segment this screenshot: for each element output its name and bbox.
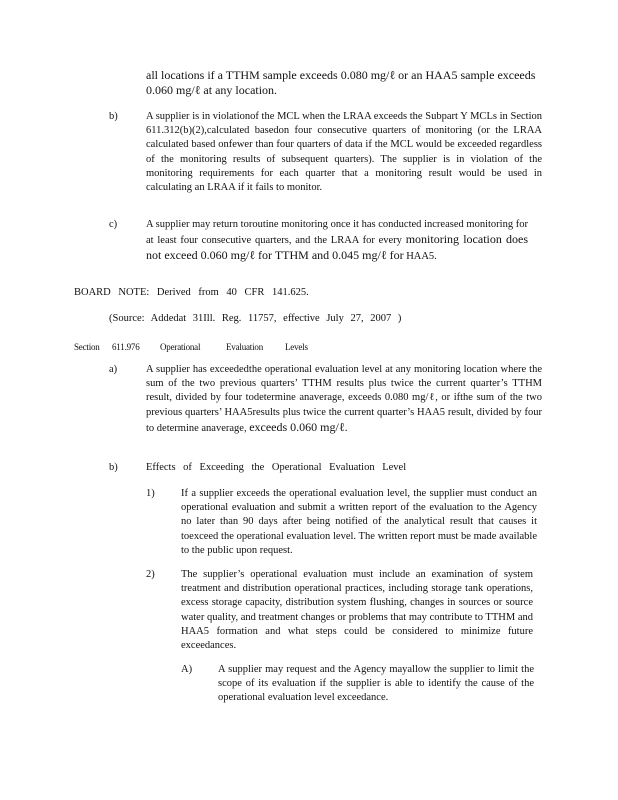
section-word: Section <box>74 342 100 352</box>
section-title-3: Levels <box>285 342 308 352</box>
intro-line-1: all locations if a TTHM sample exceeds 0.080 mg/ℓ or an HAA5 sample exceeds <box>146 68 536 82</box>
section-a-text: A supplier has exceededthe operational evaluation level at any monitoring location where the sum of the two previous quarters’ TTHM results plus twice the current quarter’s TTHM result, divided by four todetermine anaverage, exceeds 0.080 mg/ℓ, or ifthe sum of the two previous quarters’ HAA5results plus twice the current quarter’s HAA5 result, divided by four to determine anaverage, <box>146 364 542 434</box>
source-note: (Source: Addedat 31Ill. Reg. 11757, effective July 27, 2007 ) <box>109 313 402 324</box>
intro-line-2: 0.060 mg/ℓ at any location. <box>146 83 278 97</box>
board-note: BOARD NOTE: Derived from 40 CFR 141.625. <box>74 287 309 298</box>
paragraph-b-text: A supplier is in violationof the MCL when the LRAA exceeds the Subpart Y MCLs in Section 611.312(b)(2),calculated basedon four consecutive quarters of monitoring (or the LRAA calculated based onfewer than four quarters of data if the MCL would be exceeded regardless of the monitoring results of subsequent quarters). The supplier is in violation of the monitoring requirements for each quarter that a monitoring result would be used in calculating an LRAA if it fails to monitor. <box>146 111 542 194</box>
paragraph-b-label: b) <box>109 111 118 122</box>
paragraph-c-text: A supplier may return toroutine monitoring once it has conducted increased monitoring for at least four consecutive quarters, and the LRAA for every <box>146 219 528 247</box>
section-a-text-large: exceeds 0.060 mg/ℓ. <box>249 419 348 434</box>
item-1-label: 1) <box>146 488 155 499</box>
paragraph-c-text-end: HAA5. <box>406 251 437 263</box>
paragraph-c <box>146 218 528 265</box>
item-1-text: If a supplier exceeds the operational evaluation level, the supplier must conduct an operational evaluation and submit a written report of the evaluation to the Agency no later than 90 days after being notified of the analytical result that causes it toexceed the operational evaluation level. The written report must be made available to the public upon request. <box>181 488 537 556</box>
item-A-text: A supplier may request and the Agency mayallow the supplier to limit the scope of its evaluation if the supplier is able to identify the cause of the operational evaluation level exceedance. <box>218 664 534 704</box>
item-2-label: 2) <box>146 569 155 580</box>
paragraph-c-label: c) <box>109 219 118 230</box>
item-2-text: The supplier’s operational evaluation must include an examination of system treatment and distribution operational practices, including storage tank operations, excess storage capacity, distribution system flushing, changes in sources or source water quality, and treatment changes or problems that may contribute to TTHM and HAA5 formation and what steps could be considered to minimize future exceedances. <box>181 569 533 652</box>
section-number: 611.976 <box>112 342 140 352</box>
section-a <box>146 363 542 436</box>
paragraph-c-text-large: monitoring location does not exceed 0.060 mg/ℓ for TTHM and 0.045 mg/ℓ for <box>146 232 529 263</box>
section-title-1: Operational <box>160 342 201 352</box>
section-a-label: a) <box>109 364 118 375</box>
item-A-label: A) <box>181 664 193 675</box>
intro-text <box>146 68 546 98</box>
section-b-label: b) <box>109 462 118 473</box>
section-title-2: Evaluation <box>226 342 263 352</box>
section-b-title: Effects of Exceeding the Operational Evaluation Level <box>146 462 407 473</box>
